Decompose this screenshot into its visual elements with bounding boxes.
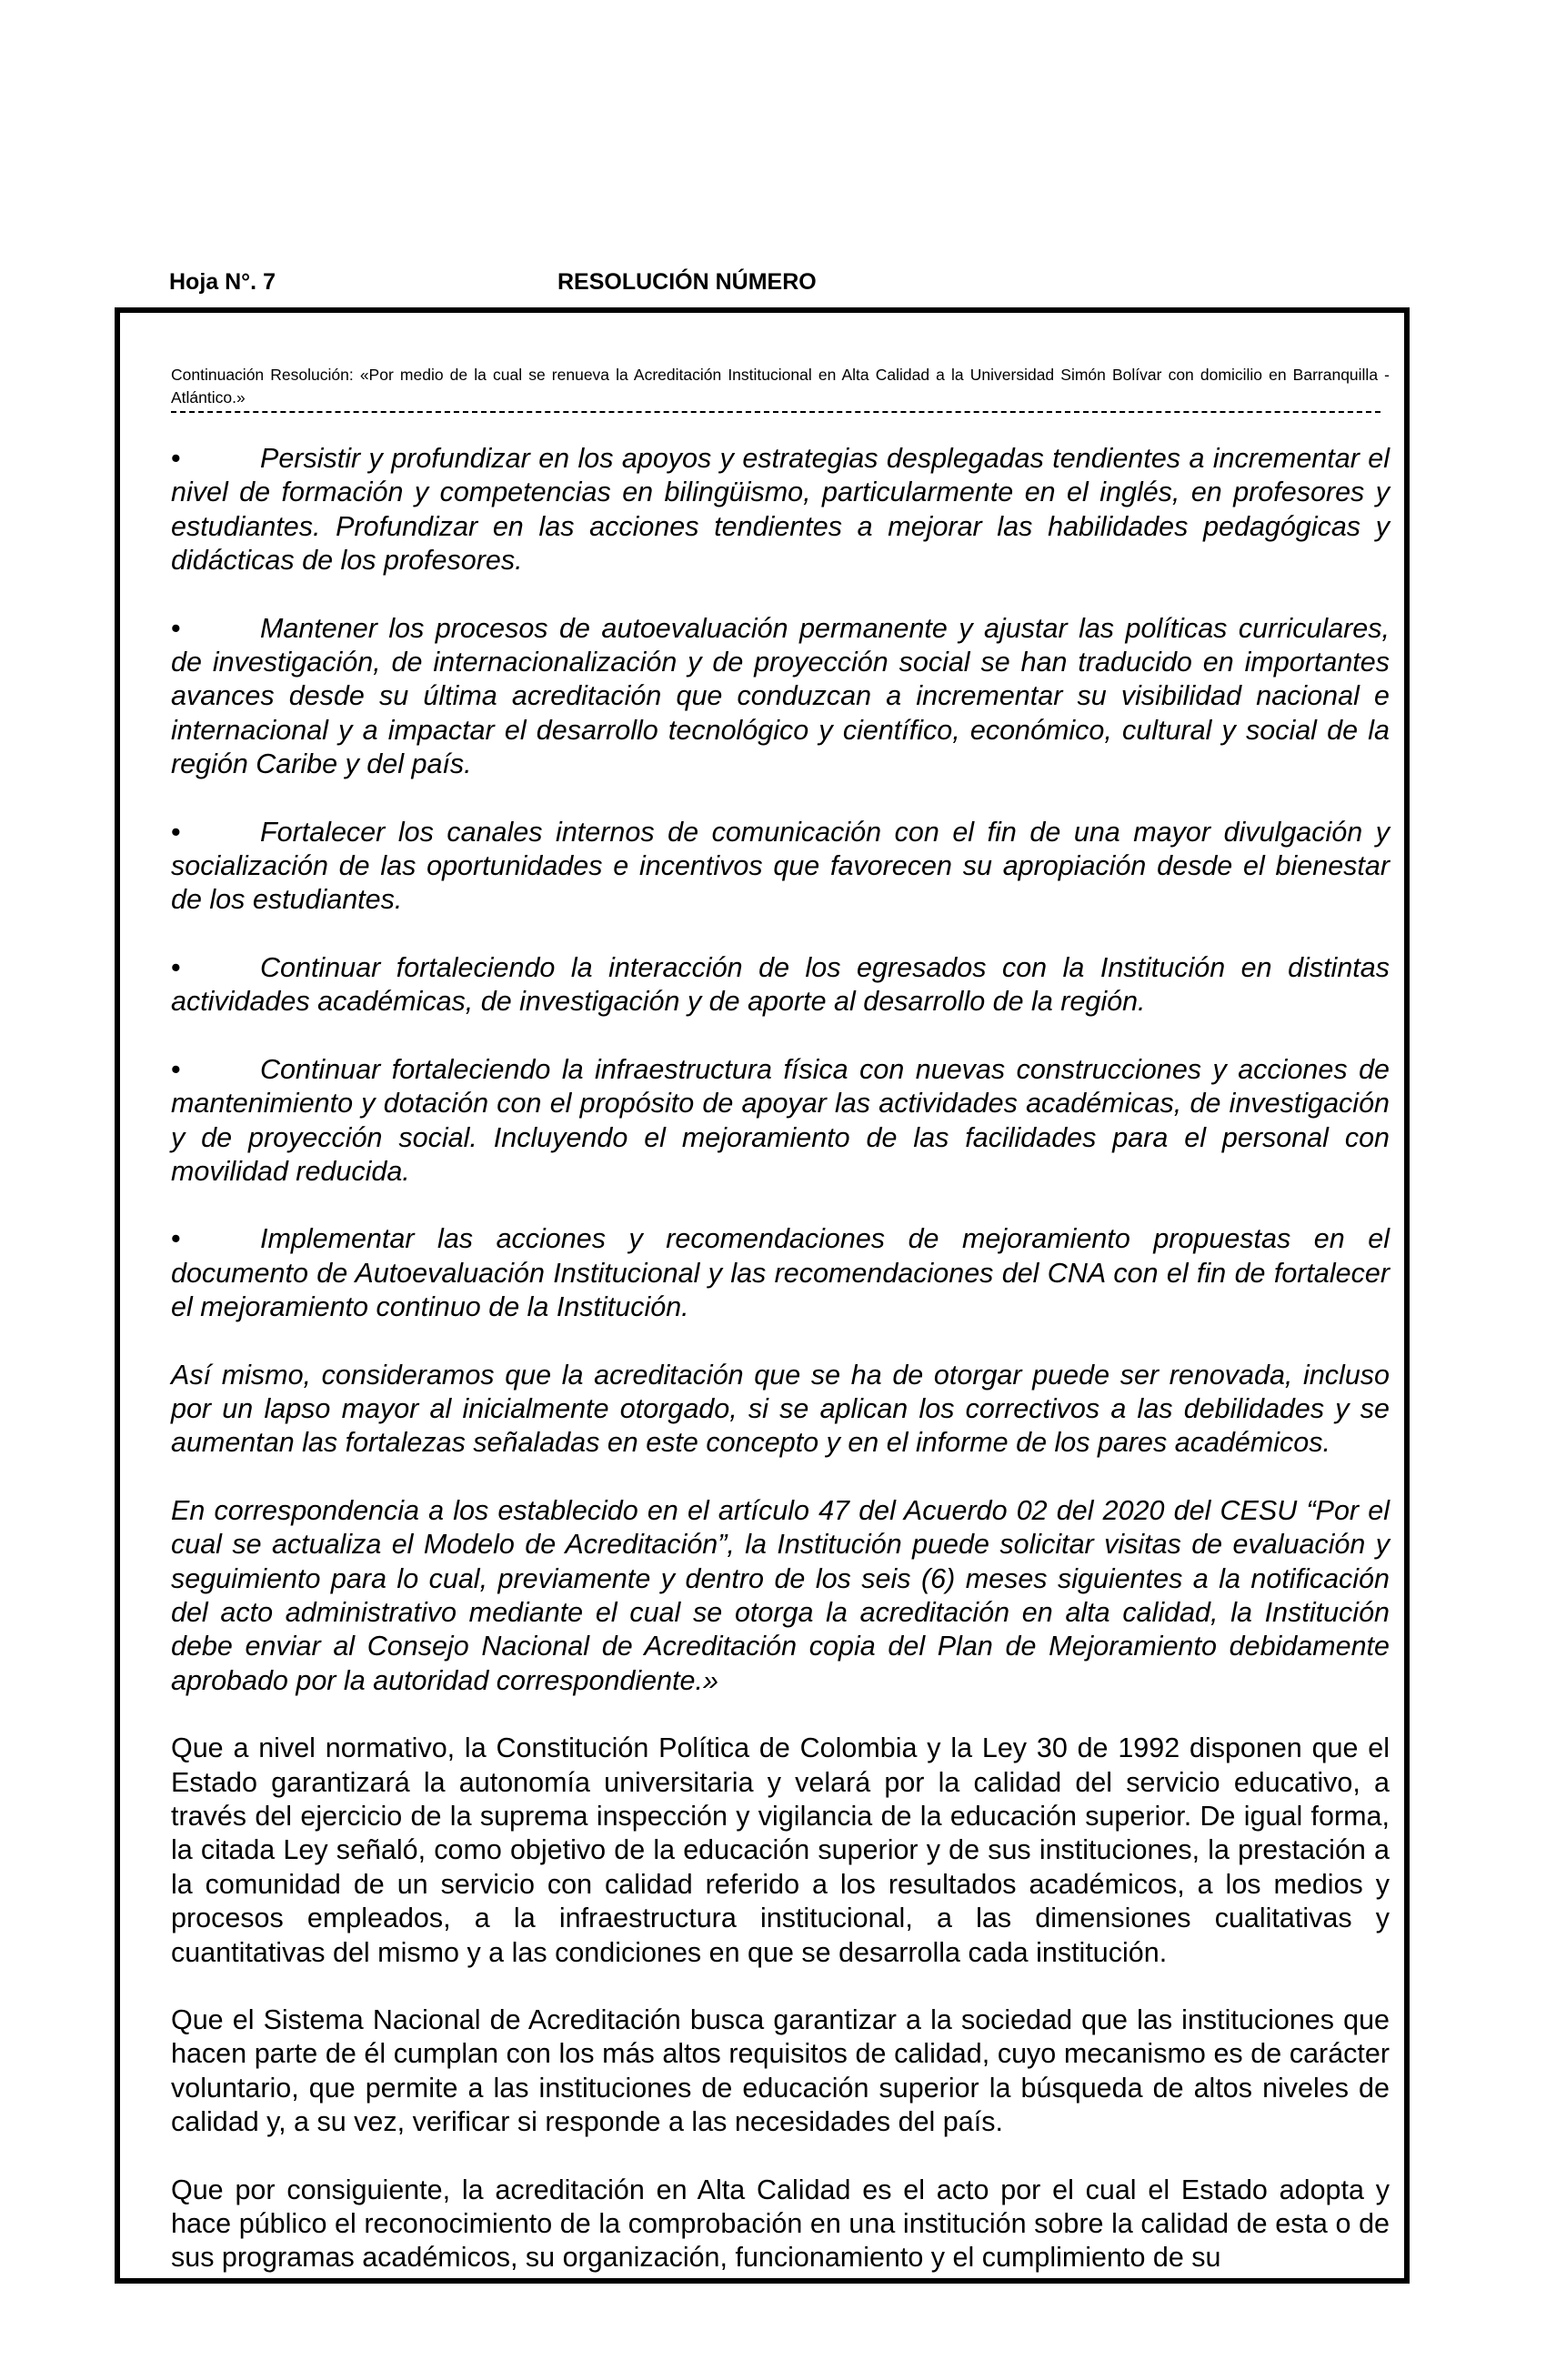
bullet-item — [171, 1053, 1390, 1190]
bullet-text: Continuar fortaleciendo la infraestructura física con nuevas construcciones y acciones de mantenimiento y dotación con el propósito de apoyar las actividades académicas, de investigación y de proyección social. Incluyendo el mejoramiento de las facilidades para el personal con movilidad reducida. — [171, 1053, 1390, 1187]
italic-paragraph: Así mismo, consideramos que la acreditación que se ha de otorgar puede ser renovada, incluso por un lapso mayor al inicialmente otorgado, si se aplican los correctivos a las debilidades y se aumentan las fortalezas señaladas en este concepto y en el informe de los pares académicos. — [171, 1359, 1390, 1459]
bullet-icon: • — [171, 816, 181, 848]
body-paragraph-cut: Que por consiguiente, la acreditación en Alta Calidad es el acto por el cual el Estado adopta y hace público el reconocimiento de la comprobación en una institución sobre la calidad de esta o de sus programas académicos, su organización, funcionamiento y el cumplimiento de su — [171, 2174, 1390, 2274]
bullet-icon: • — [171, 951, 181, 983]
bullet-item — [171, 442, 1390, 578]
continuation-note: Continuación Resolución: «Por medio de la cual se renueva la Acreditación Institucional en Alta Calidad a la Universidad Simón Bolívar con domicilio en Barranquilla - Atlántico.» — [171, 366, 1390, 407]
body-paragraph: Que a nivel normativo, la Constitución Política de Colombia y la Ley 30 de 1992 disponen que el Estado garantizará la autonomía universitaria y velará por la calidad del servicio educativo, a través del ejercicio de la suprema inspección y vigilancia de la educación superior. De igual forma, la citada Ley señaló, como objetivo de la educación superior y de sus instituciones, la prestación a la comunidad de un servicio con calidad referido a los resultados académicos, a los medios y procesos empleados, a la infraestructura institucional, a las dimensiones cualitativas y cuantitativas del mismo y a las condiciones en que se desarrolla cada institución. — [171, 1732, 1390, 1968]
sheet-number: Hoja N°. 7 — [169, 269, 276, 295]
bullet-text: Mantener los procesos de autoevaluación permanente y ajustar las políticas curriculares, de investigación, de internacionalización y de proyección social se han traducido en importantes avances desde su última acreditación que conduzcan a incrementar su visibilidad nacional e internacional y a impactar el desarrollo tecnológico y científico, económico, cultural y social de la región Caribe y del país. — [171, 612, 1390, 780]
bullet-text: Implementar las acciones y recomendaciones de mejoramiento propuestas en el documento de Autoevaluación Institucional y las recomendaciones del CNA con el fin de fortalecer el mejoramiento continuo de la Institución. — [171, 1223, 1390, 1323]
page-header — [0, 269, 1556, 302]
bullet-item — [171, 612, 1390, 782]
bullet-item — [171, 951, 1390, 1019]
dashed-separator — [171, 411, 1380, 413]
italic-paragraph: En correspondencia a los establecido en el artículo 47 del Acuerdo 02 del 2020 del CESU “Por el cual se actualiza el Modelo de Acreditación”, la Institución puede solicitar visitas de evaluación y seguimiento para lo cual, previamente y dentro de los seis (6) meses siguientes a la notificación del acto administrativo mediante el cual se otorga la acreditación en alta calidad, la Institución debe enviar al Consejo Nacional de Acreditación copia del Plan de Mejoramiento debidamente aprobado por la autoridad correspondiente.» — [171, 1494, 1390, 1696]
bullet-icon: • — [171, 612, 181, 644]
bullet-item — [171, 1222, 1390, 1324]
document-content — [171, 364, 1390, 2284]
bullet-icon: • — [171, 443, 181, 474]
bullet-text: Persistir y profundizar en los apoyos y estrategias desplegadas tendientes a incrementar el nivel de formación y competencias en bilingüismo, particularmente en el inglés, en profesores y estudiantes. Profundizar en las acciones tendientes a mejorar las habilidades pedagógicas y didácticas de los profesores. — [171, 443, 1390, 577]
document-frame — [115, 307, 1410, 2284]
bullet-icon: • — [171, 1223, 181, 1255]
bullet-text: Continuar fortaleciendo la interacción de los egresados con la Institución en distintas actividades académicas, de investigación y de aporte al desarrollo de la región. — [171, 951, 1390, 1018]
bullet-item — [171, 816, 1390, 918]
bullet-icon: • — [171, 1053, 181, 1085]
resolution-title: RESOLUCIÓN NÚMERO — [557, 269, 817, 295]
body-paragraph: Que el Sistema Nacional de Acreditación busca garantizar a la sociedad que las instituciones que hacen parte de él cumplan con los más altos requisitos de calidad, cuyo mecanismo es de carácter voluntario, que permite a las instituciones de educación superior la búsqueda de altos niveles de calidad y, a su vez, verificar si responde a las necesidades del país. — [171, 2004, 1390, 2138]
bullet-text: Fortalecer los canales internos de comunicación con el fin de una mayor divulgación y socialización de las oportunidades e incentivos que favorecen su apropiación desde el bienestar de los estudiantes. — [171, 816, 1390, 916]
body-text — [171, 442, 1390, 2275]
